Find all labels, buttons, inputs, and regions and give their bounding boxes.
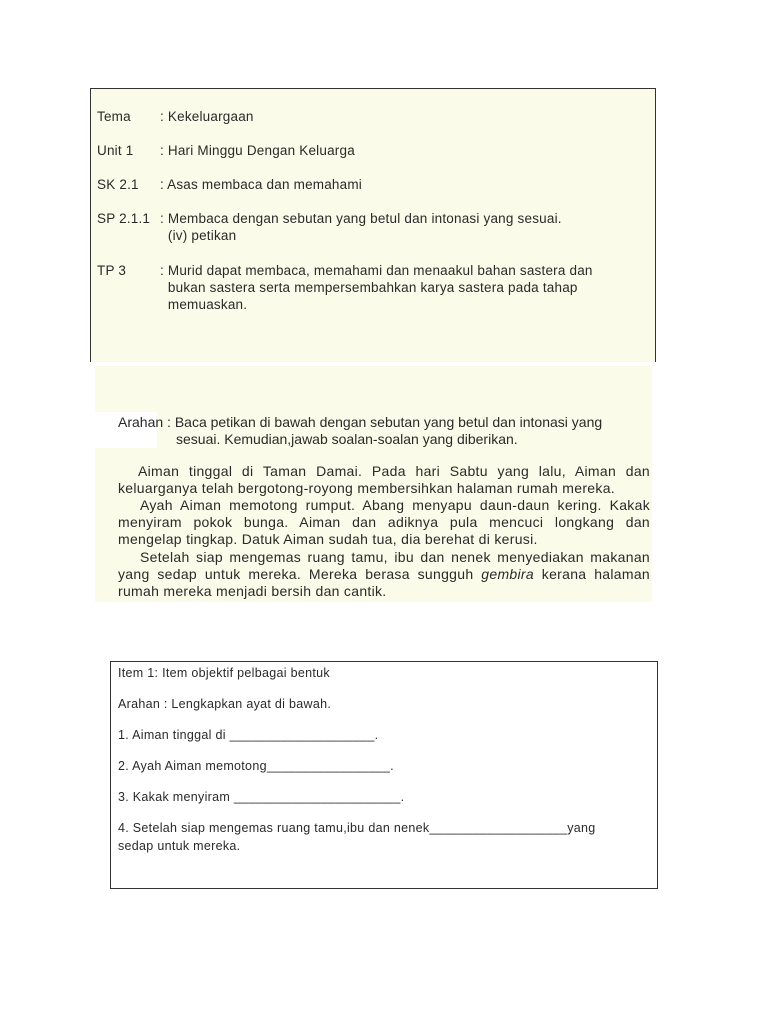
sp-value-line2: (iv) petikan [160, 228, 237, 243]
tp-value-line3: memuaskan. [160, 297, 248, 312]
sk-value: : Asas membaca dan memahami [160, 177, 362, 192]
question-4-line2: sedap untuk mereka. [118, 839, 241, 853]
question-2: 2. Ayah Aiman memotong_________________. [118, 759, 394, 773]
instruction-line2: sesuai. Kemudian,jawab soalan-soalan yang diberikan. [176, 431, 518, 447]
question-1: 1. Aiman tinggal di ____________________. [118, 728, 379, 742]
passage-paragraph-3 [118, 549, 650, 601]
tp-value-line2: bukan sastera serta mempersembahkan karya sastera pada tahap [160, 280, 578, 295]
paragraph-3-emphasis: gembira [481, 566, 534, 583]
item-box [110, 661, 658, 889]
unit-value: : Hari Minggu Dengan Keluarga [160, 143, 355, 158]
passage-instruction [118, 414, 650, 448]
question-4-line1: 4. Setelah siap mengemas ruang tamu,ibu dan nenek___________________yang [118, 821, 596, 835]
unit-label: Unit 1 [97, 143, 134, 158]
sp-value-line1: : Membaca dengan sebutan yang betul dan intonasi yang sesuai. [160, 211, 562, 226]
tp-value-line1: : Murid dapat membaca, memahami dan menaakul bahan sastera dan [160, 263, 593, 278]
passage-paragraph-2: Ayah Aiman memotong rumput. Abang menyapu daun-daun kering. Kakak menyiram pokok bunga. Aiman dan adiknya pula mencuci longkang dan mengelap tingkap. Datuk Aiman sudah tua, dia berehat di kerusi. [118, 497, 650, 548]
instruction-line1: Arahan : Baca petikan di bawah dengan sebutan yang betul dan intonasi yang [118, 414, 603, 430]
tema-value: : Kekeluargaan [160, 109, 254, 124]
paragraph-3-text-a: Setelah siap mengemas ruang tamu, ibu dan nenek menyediakan makanan yang sedap untuk mereka. Mereka berasa sungguh [118, 549, 650, 583]
sk-label: SK 2.1 [97, 177, 139, 192]
question-3: 3. Kakak menyiram _______________________. [118, 790, 405, 804]
item-title: Item 1: Item objektif pelbagai bentuk [118, 666, 330, 680]
sp-label: SP 2.1.1 [97, 211, 151, 226]
tp-label: TP 3 [97, 263, 127, 278]
tema-label: Tema [97, 109, 131, 124]
header-box [90, 88, 656, 362]
item-instruction: Arahan : Lengkapkan ayat di bawah. [118, 697, 332, 711]
passage-paragraph-1: Aiman tinggal di Taman Damai. Pada hari Sabtu yang lalu, Aiman dan keluarganya telah bergotong-royong membersihkan halaman rumah mereka. [118, 463, 650, 497]
paragraph-3-text-b: kerana halaman rumah mereka menjadi bersih dan cantik. [118, 566, 650, 600]
